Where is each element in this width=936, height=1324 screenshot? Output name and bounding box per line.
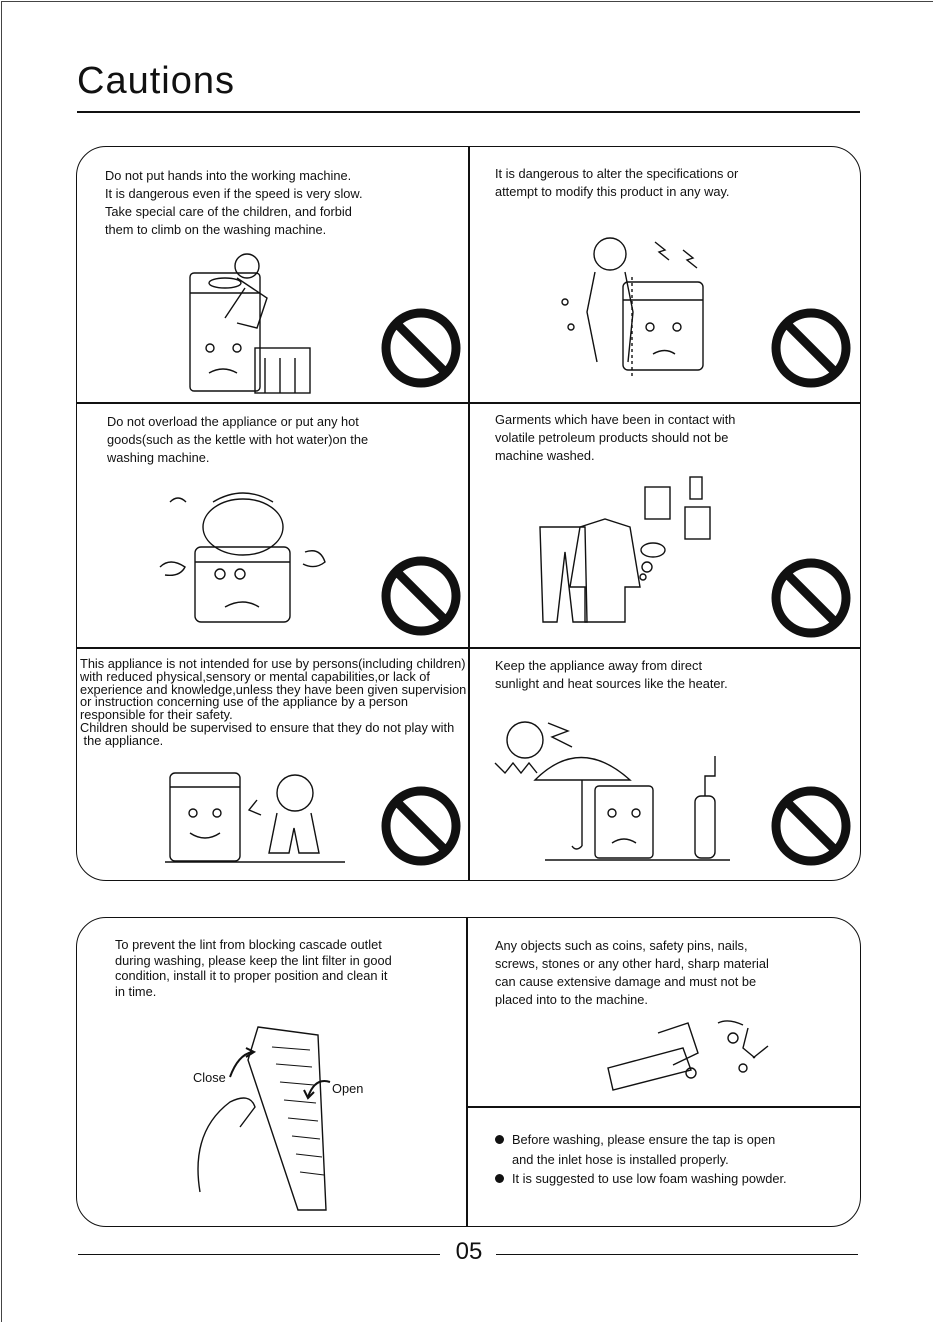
text-line: It is dangerous to alter the specifications or bbox=[495, 166, 739, 181]
text-line: Before washing, please ensure the tap is open bbox=[512, 1132, 776, 1147]
lint-filter-illustration bbox=[190, 1022, 350, 1212]
text-line: during washing, please keep the lint filter in good bbox=[115, 952, 392, 968]
text-line: can cause extensive damage and must not be bbox=[495, 974, 757, 989]
text-line: Do not overload the appliance or put any hot bbox=[107, 414, 359, 429]
text-line: them to climb on the washing machine. bbox=[105, 222, 327, 237]
page-number: 05 bbox=[455, 1238, 483, 1265]
panel-divider-row bbox=[467, 1106, 860, 1108]
text-line: in time. bbox=[115, 983, 157, 999]
prohibition-icon bbox=[380, 785, 462, 867]
tips-list bbox=[495, 1130, 787, 1189]
text-line: It is dangerous even if the speed is very slow. bbox=[105, 186, 363, 201]
lint-filter-text bbox=[115, 937, 392, 999]
washer-sun-heater-illustration bbox=[490, 718, 735, 863]
text-line: or instruction concerning use of the appliance by a person bbox=[80, 694, 408, 710]
text-line: Keep the appliance away from direct bbox=[495, 658, 702, 673]
panel-divider-vertical bbox=[468, 147, 470, 880]
text-line: placed into to the machine. bbox=[495, 992, 648, 1007]
man-modifying-washer-illustration bbox=[555, 232, 715, 377]
close-label: Close bbox=[193, 1070, 226, 1085]
title-rule bbox=[77, 111, 860, 113]
prohibition-icon bbox=[770, 785, 852, 867]
prohibition-icon bbox=[380, 555, 462, 637]
text-line: with reduced physical,sensory or mental capabilities,or lack of bbox=[80, 668, 430, 684]
caution-hands-text bbox=[105, 167, 363, 239]
text-line: This appliance is not intended for use by persons(including children) bbox=[80, 656, 466, 671]
open-label: Open bbox=[332, 1081, 364, 1096]
caution-heat-text bbox=[495, 657, 728, 693]
text-line: and the inlet hose is installed properly. bbox=[512, 1151, 729, 1167]
prohibition-icon bbox=[380, 307, 462, 389]
text-line: Children should be supervised to ensure that they do not play with bbox=[80, 719, 455, 735]
footer-rule-left bbox=[78, 1254, 440, 1255]
panel-divider-vertical bbox=[466, 918, 468, 1226]
child-climbing-washer-illustration bbox=[185, 248, 320, 398]
text-line: the appliance. bbox=[80, 732, 164, 748]
text-line: experience and knowledge,unless they have been given supervision bbox=[80, 681, 467, 697]
text-line: Any objects such as coins, safety pins, nails, bbox=[495, 938, 748, 953]
caution-petroleum-text bbox=[495, 411, 735, 465]
text-line: machine washed. bbox=[495, 448, 595, 463]
text-line: sunlight and heat sources like the heater. bbox=[495, 676, 728, 691]
hard-objects-illustration bbox=[603, 1018, 781, 1093]
child-near-washer-illustration bbox=[165, 765, 345, 867]
prohibition-icon bbox=[770, 557, 852, 639]
text-line: volatile petroleum products should not be bbox=[495, 430, 729, 445]
hard-objects-text bbox=[495, 937, 769, 1009]
text-line: Take special care of the children, and forbid bbox=[105, 204, 352, 219]
text-line: To prevent the lint from blocking cascade outlet bbox=[115, 937, 382, 952]
panel-divider-row1 bbox=[77, 402, 860, 404]
caution-overload-text bbox=[107, 413, 368, 467]
bullet-icon bbox=[495, 1174, 504, 1183]
text-line: It is suggested to use low foam washing powder. bbox=[512, 1171, 787, 1186]
caution-modify-text bbox=[495, 165, 738, 201]
text-line: goods(such as the kettle with hot water)on the bbox=[107, 432, 369, 447]
kettle-on-washer-illustration bbox=[155, 482, 330, 642]
list-item bbox=[495, 1130, 787, 1169]
text-line: washing machine. bbox=[107, 450, 210, 465]
prohibition-icon bbox=[770, 307, 852, 389]
caution-persons-text bbox=[80, 658, 466, 748]
text-line: responsible for their safety. bbox=[80, 707, 233, 723]
text-line: Do not put hands into the working machine. bbox=[105, 168, 352, 183]
text-line: condition, install it to proper position and clean it bbox=[115, 968, 388, 983]
panel-divider-row2 bbox=[77, 647, 860, 649]
footer-rule-right bbox=[496, 1254, 858, 1255]
page-title: Cautions bbox=[77, 60, 235, 102]
bullet-icon bbox=[495, 1135, 504, 1144]
list-item bbox=[495, 1169, 787, 1189]
text-line: attempt to modify this product in any way. bbox=[495, 184, 730, 199]
text-line: screws, stones or any other hard, sharp material bbox=[495, 956, 769, 971]
text-line: Garments which have been in contact with bbox=[495, 412, 736, 427]
stained-garments-illustration bbox=[530, 472, 725, 630]
